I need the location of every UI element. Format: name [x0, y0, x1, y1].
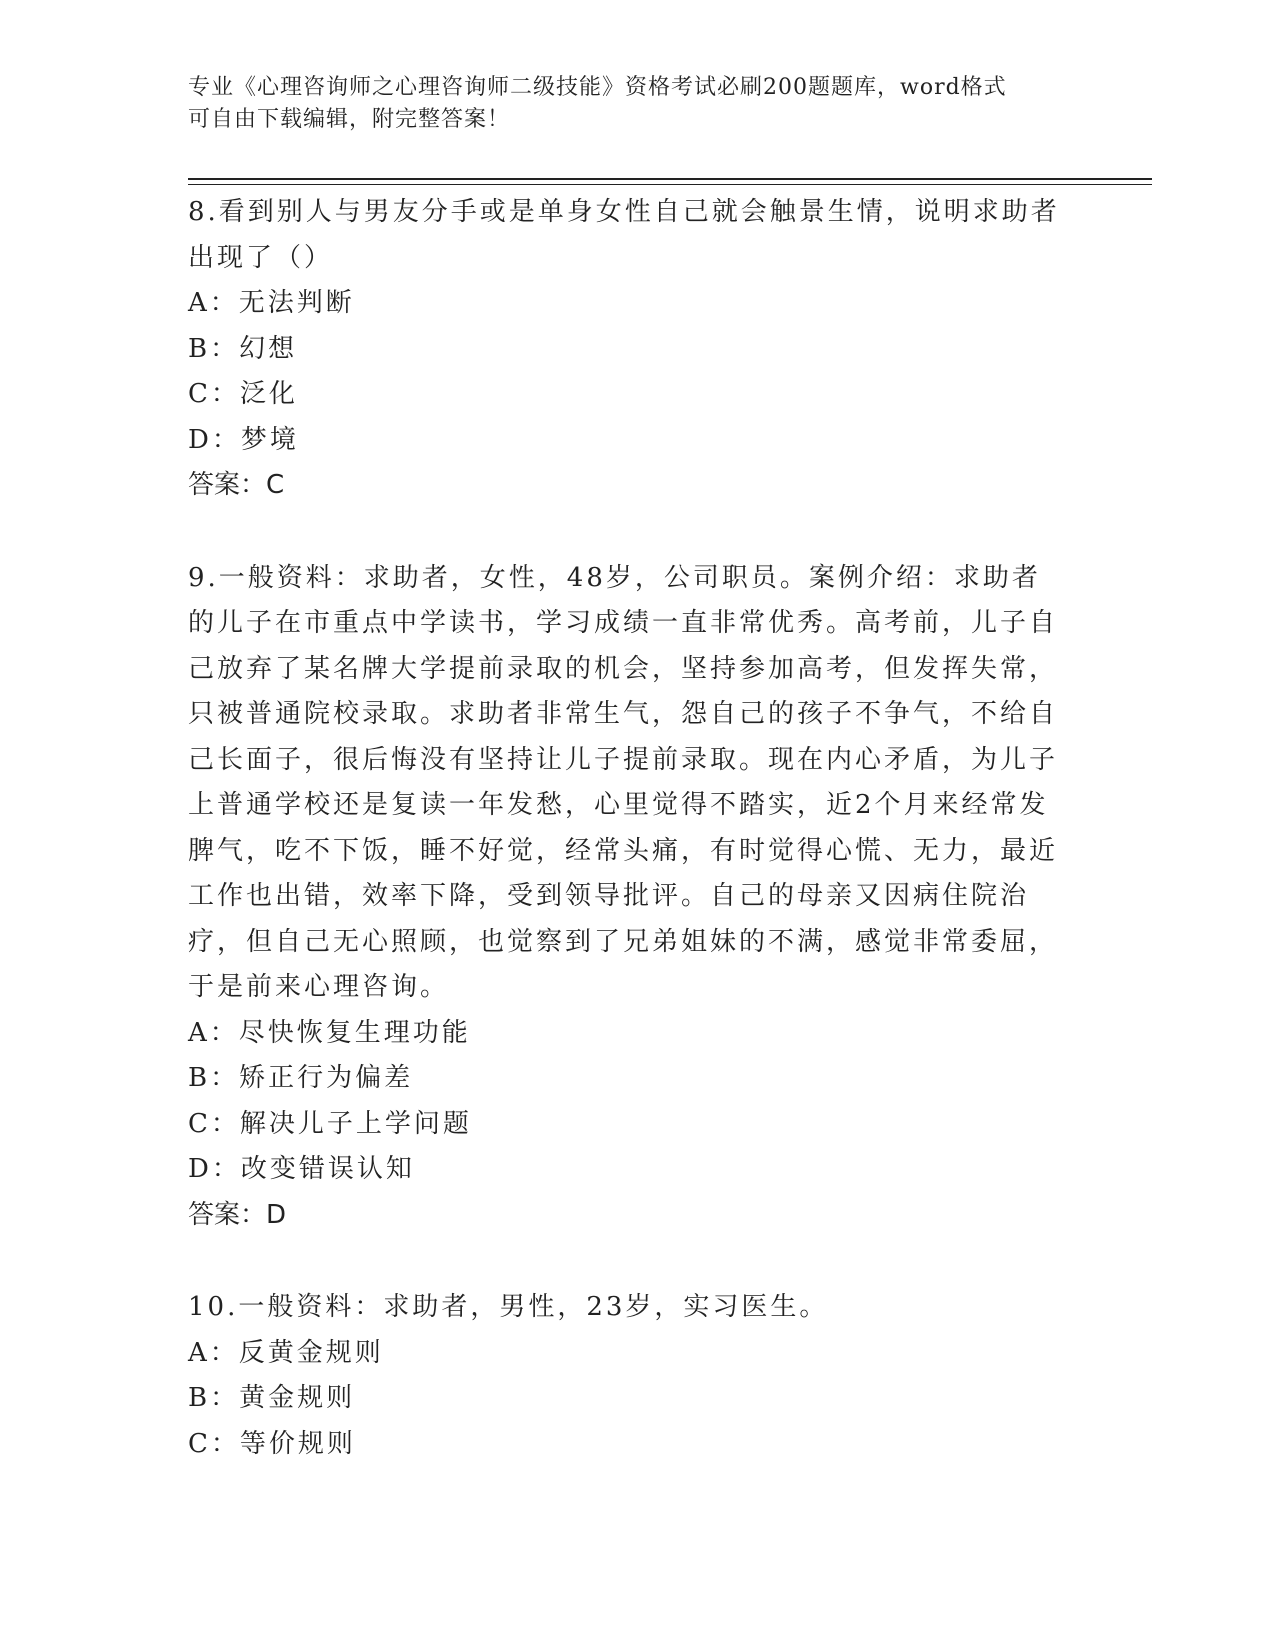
- option-a: A：反黄金规则: [188, 1337, 384, 1368]
- option-d: D：梦境: [188, 424, 299, 455]
- header-rule-thin: [188, 184, 1152, 185]
- answer: 答案：D: [188, 1199, 287, 1230]
- option-b: B：黄金规则: [188, 1383, 356, 1413]
- question-spacer: [188, 509, 1068, 556]
- option-b: B：矫正行为偏差: [188, 1063, 414, 1093]
- document-header: [188, 72, 1068, 136]
- header-line-1: 专业《心理咨询师之心理咨询师二级技能》资格考试必刷200题题库，word格式: [188, 75, 1007, 100]
- header-rule-thick: [188, 178, 1152, 180]
- question-stem: 9.一般资料：求助者，女性，48岁，公司职员。案例介绍：求助者的儿子在市重点中学读书，学习成绩一直非常优秀。高考前，儿子自己放弃了某名牌大学提前录取的机会，坚持参加高考，但发挥失常，只被普通院校录取。求助者非常生气，怨自己的孩子不争气，不给自己长面子，很后悔没有坚持让儿子提前录取。现在内心矛盾，为儿子上普通学校还是复读一年发愁，心里觉得不踏实，近2个月来经常发脾气，吃不下饭，睡不好觉，经常头痛，有时觉得心慌、无力，最近工作也出错，效率下降，受到领导批评。自己的母亲又因病住院治疗，但自己无心照顾，也觉察到了兄弟姐妹的不满，感觉非常委屈，于是前来心理咨询。: [188, 562, 1059, 1002]
- question-list: [188, 190, 1068, 1467]
- option-a: A：无法判断: [188, 288, 355, 318]
- option-c: C：等价规则: [188, 1428, 356, 1459]
- option-a: A：尽快恢复生理功能: [188, 1017, 471, 1048]
- option-d: D：改变错误认知: [188, 1154, 415, 1184]
- question-spacer: [188, 1238, 1068, 1285]
- option-c: C：解决儿子上学问题: [188, 1108, 472, 1139]
- header-line-2: 可自由下载编辑，附完整答案！: [188, 107, 511, 132]
- question-10: [188, 1285, 1068, 1467]
- option-c: C：泛化: [188, 379, 298, 409]
- question-stem: 8.看到别人与男友分手或是单身女性自己就会触景生情，说明求助者出现了（）: [188, 197, 1060, 273]
- question-9: [188, 556, 1068, 1239]
- answer: 答案：C: [188, 470, 285, 500]
- question-stem: 10.一般资料：求助者，男性，23岁，实习医生。: [188, 1292, 829, 1322]
- question-8: [188, 190, 1068, 509]
- option-b: B：幻想: [188, 333, 298, 364]
